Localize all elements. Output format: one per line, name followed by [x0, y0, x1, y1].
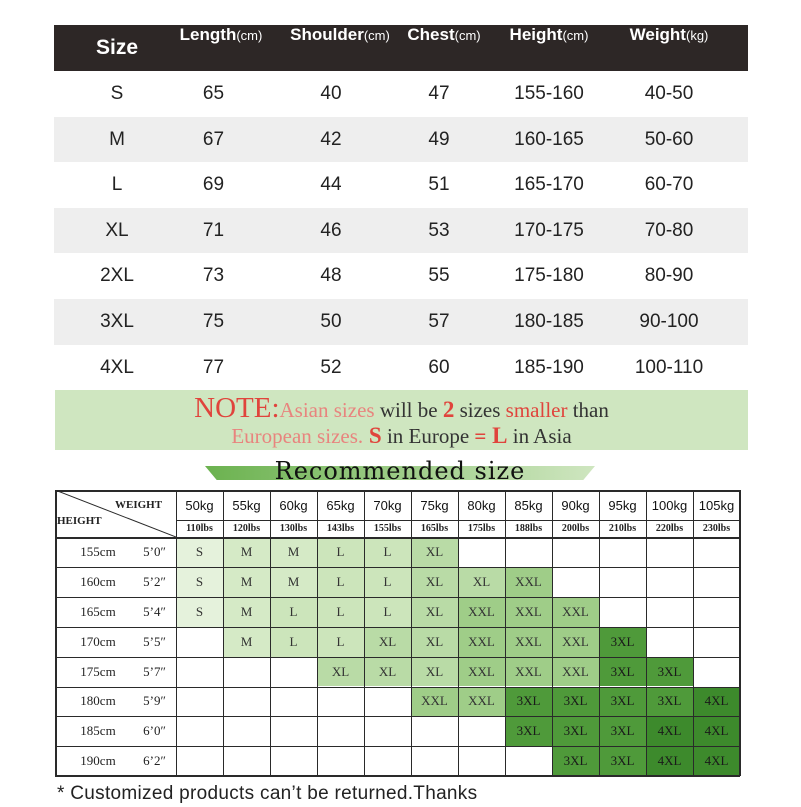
- size-recommendation-cell: [223, 687, 270, 717]
- size-cell-length: 77: [202, 356, 225, 378]
- grid-line-col: [458, 490, 459, 776]
- grid-line-row: [55, 567, 740, 568]
- size-recommendation-cell: [364, 687, 411, 717]
- weight-lbs-header: 130lbs: [279, 523, 308, 534]
- size-recommendation-cell: [176, 687, 223, 717]
- weight-kg-header: 65kg: [326, 497, 355, 513]
- size-cell-height: 175-180: [514, 265, 584, 287]
- size-recommendation-cell: [411, 716, 458, 746]
- grid-line-col: [364, 490, 365, 776]
- size-recommendation-cell: S: [176, 567, 223, 597]
- size-recommendation-cell: [458, 716, 505, 746]
- size-recommendation-cell: XXL: [458, 687, 505, 717]
- size-recommendation-cell: L: [317, 597, 364, 627]
- header-height: Height (cm): [509, 25, 589, 44]
- size-recommendation-cell: 3XL: [505, 716, 552, 746]
- size-recommendation-cell: 4XL: [646, 746, 693, 776]
- size-cell-weight: 50-60: [644, 128, 694, 150]
- size-recommendation-cell: L: [317, 627, 364, 657]
- size-recommendation-cell: [176, 627, 223, 657]
- size-recommendation-cell: M: [270, 567, 317, 597]
- size-row: [54, 253, 748, 299]
- height-ft-label: 5’0″: [143, 543, 166, 559]
- size-recommendation-cell: XXL: [505, 567, 552, 597]
- grid-line-row: [55, 597, 740, 598]
- size-recommendation-cell: XXL: [458, 627, 505, 657]
- size-cell-size: 2XL: [100, 265, 134, 287]
- size-recommendation-cell: L: [364, 537, 411, 567]
- size-recommendation-cell: [552, 567, 599, 597]
- weight-lbs-header: 200lbs: [561, 523, 590, 534]
- height-cm-label: 175cm: [80, 663, 116, 679]
- size-cell-shoulder: 52: [320, 356, 342, 378]
- size-recommendation-cell: [317, 746, 364, 776]
- size-recommendation-cell: 4XL: [646, 716, 693, 746]
- size-cell-size: 3XL: [100, 310, 134, 332]
- size-recommendation-cell: XL: [458, 567, 505, 597]
- size-recommendation-cell: 4XL: [693, 716, 740, 746]
- size-recommendation-cell: [317, 716, 364, 746]
- size-cell-chest: 49: [428, 128, 450, 150]
- weight-lbs-header: 110lbs: [186, 523, 213, 534]
- note-line-2: European sizes. S in Europe = L in Asia: [231, 423, 572, 448]
- size-recommendation-cell: 3XL: [646, 657, 693, 687]
- size-recommendation-cell: [458, 537, 505, 567]
- size-cell-length: 67: [202, 128, 225, 150]
- size-recommendation-cell: XXL: [458, 597, 505, 627]
- height-ft-label: 5’2″: [143, 573, 166, 589]
- size-recommendation-cell: 3XL: [599, 716, 646, 746]
- size-recommendation-cell: XXL: [552, 657, 599, 687]
- weight-lbs-header: 220lbs: [655, 523, 684, 534]
- size-recommendation-cell: 3XL: [552, 716, 599, 746]
- size-recommendation-cell: [646, 597, 693, 627]
- size-cell-shoulder: 48: [320, 265, 342, 287]
- size-cell-size: S: [110, 83, 124, 104]
- footer-disclaimer: * Customized products can’t be returned.Thanks: [57, 783, 478, 804]
- size-recommendation-cell: XL: [411, 537, 458, 567]
- size-recommendation-cell: [411, 746, 458, 776]
- size-recommendation-cell: XXL: [552, 627, 599, 657]
- size-recommendation-cell: [176, 746, 223, 776]
- size-chart-body: [54, 71, 748, 390]
- size-recommendation-cell: [693, 567, 740, 597]
- size-cell-chest: 60: [428, 356, 450, 378]
- size-recommendation-cell: [317, 687, 364, 717]
- size-recommendation-cell: XL: [364, 627, 411, 657]
- size-recommendation-cell: [364, 746, 411, 776]
- grid-line-col: [223, 490, 224, 776]
- size-recommendation-cell: XL: [411, 597, 458, 627]
- weight-lbs-header: 188lbs: [514, 523, 543, 534]
- weight-kg-header: 95kg: [608, 497, 637, 513]
- header-weight: Weight (kg): [629, 25, 709, 44]
- height-ft-label: 6’0″: [143, 723, 166, 739]
- weight-kg-header: 80kg: [467, 497, 496, 513]
- size-recommendation-cell: L: [270, 627, 317, 657]
- size-cell-height: 170-175: [514, 219, 584, 241]
- size-cell-chest: 57: [428, 310, 450, 332]
- size-recommendation-cell: 3XL: [552, 687, 599, 717]
- size-recommendation-cell: [552, 537, 599, 567]
- size-recommendation-cell: XXL: [411, 687, 458, 717]
- height-ft-label: 5’5″: [143, 633, 166, 649]
- size-recommendation-cell: [599, 597, 646, 627]
- grid-line-row: [55, 687, 740, 688]
- size-recommendation-cell: [599, 567, 646, 597]
- size-cell-shoulder: 40: [320, 83, 342, 104]
- weight-kg-header: 85kg: [514, 497, 543, 513]
- size-cell-size: M: [109, 128, 125, 150]
- weight-kg-header: 100kg: [651, 497, 688, 513]
- size-recommendation-cell: [270, 687, 317, 717]
- grid-line-col: [505, 490, 506, 776]
- height-cm-label: 180cm: [80, 693, 116, 709]
- size-recommendation-cell: M: [270, 537, 317, 567]
- size-cell-size: L: [111, 174, 123, 196]
- size-cell-height: 180-185: [514, 310, 584, 332]
- size-recommendation-cell: [693, 537, 740, 567]
- size-recommendation-cell: S: [176, 597, 223, 627]
- weight-lbs-header: 143lbs: [326, 523, 355, 534]
- header-chest: Chest (cm): [407, 25, 481, 44]
- size-recommendation-cell: 3XL: [599, 687, 646, 717]
- size-cell-chest: 47: [428, 83, 450, 104]
- size-recommendation-cell: [364, 716, 411, 746]
- grid-border-left: [55, 490, 57, 776]
- header-size: Size: [95, 36, 139, 59]
- size-row: [54, 71, 748, 117]
- size-cell-shoulder: 42: [320, 128, 342, 150]
- grid-line-row: [55, 746, 740, 747]
- size-recommendation-cell: 3XL: [599, 657, 646, 687]
- size-cell-length: 73: [202, 265, 225, 287]
- grid-line-row: [55, 657, 740, 658]
- size-recommendation-cell: [646, 567, 693, 597]
- recommended-size-grid: [55, 490, 746, 780]
- header-shoulder: Shoulder (cm): [290, 25, 390, 44]
- size-recommendation-cell: [223, 657, 270, 687]
- size-recommendation-cell: [505, 537, 552, 567]
- weight-lbs-header: 230lbs: [702, 523, 731, 534]
- height-cm-label: 155cm: [80, 543, 116, 559]
- weight-lbs-header: 175lbs: [467, 523, 496, 534]
- weight-lbs-header: 120lbs: [232, 523, 261, 534]
- size-recommendation-cell: XL: [411, 657, 458, 687]
- weight-kg-header: 70kg: [373, 497, 402, 513]
- corner-height-label: HEIGHT: [57, 515, 102, 527]
- size-recommendation-cell: XL: [411, 567, 458, 597]
- size-recommendation-cell: 4XL: [693, 687, 740, 717]
- size-recommendation-cell: [646, 537, 693, 567]
- height-cm-label: 170cm: [80, 633, 116, 649]
- corner-weight-label: WEIGHT: [115, 499, 163, 511]
- size-cell-size: 4XL: [100, 356, 134, 378]
- size-recommendation-cell: [270, 716, 317, 746]
- size-recommendation-cell: XL: [364, 657, 411, 687]
- size-recommendation-cell: XXL: [505, 627, 552, 657]
- size-recommendation-cell: XXL: [505, 657, 552, 687]
- grid-line-col: [176, 490, 177, 776]
- size-cell-shoulder: 46: [320, 219, 342, 241]
- size-cell-length: 65: [202, 83, 225, 104]
- size-recommendation-cell: [176, 716, 223, 746]
- size-recommendation-cell: [223, 746, 270, 776]
- grid-line-col: [599, 490, 600, 776]
- weight-lbs-header: 210lbs: [608, 523, 637, 534]
- grid-line-col: [317, 490, 318, 776]
- weight-lbs-header: 155lbs: [373, 523, 402, 534]
- grid-line-row: [55, 627, 740, 628]
- size-recommendation-cell: XXL: [505, 597, 552, 627]
- size-recommendation-cell: M: [223, 567, 270, 597]
- size-recommendation-cell: 3XL: [599, 746, 646, 776]
- size-cell-height: 165-170: [514, 174, 584, 196]
- size-cell-weight: 60-70: [644, 174, 694, 196]
- height-ft-label: 6’2″: [143, 753, 166, 769]
- size-cell-weight: 80-90: [644, 265, 694, 287]
- size-recommendation-cell: [693, 597, 740, 627]
- size-recommendation-cell: XL: [411, 627, 458, 657]
- weight-kg-header: 105kg: [698, 497, 735, 513]
- weight-kg-header: 60kg: [279, 497, 308, 513]
- size-recommendation-cell: [176, 657, 223, 687]
- size-chart-header: [54, 25, 748, 71]
- size-recommendation-cell: [270, 657, 317, 687]
- size-cell-weight: 70-80: [644, 219, 694, 241]
- size-recommendation-cell: L: [364, 567, 411, 597]
- header-length: Length (cm): [179, 25, 263, 44]
- size-recommendation-cell: [505, 746, 552, 776]
- size-recommendation-cell: [270, 746, 317, 776]
- size-recommendation-cell: L: [317, 537, 364, 567]
- size-recommendation-cell: 4XL: [693, 746, 740, 776]
- size-note: [55, 390, 748, 450]
- recommended-title: Recommended size: [274, 457, 526, 485]
- grid-border-right: [739, 490, 741, 776]
- size-cell-weight: 90-100: [639, 310, 699, 332]
- size-cell-chest: 53: [428, 219, 450, 241]
- corner-diagonal: [55, 490, 176, 537]
- size-recommendation-cell: [458, 746, 505, 776]
- height-cm-label: 190cm: [80, 753, 116, 769]
- size-recommendation-cell: [223, 716, 270, 746]
- size-recommendation-cell: [599, 537, 646, 567]
- size-chart-table: [54, 25, 748, 390]
- weight-kg-header: 75kg: [420, 497, 449, 513]
- size-cell-length: 71: [202, 219, 225, 241]
- weight-kg-header: 55kg: [232, 497, 261, 513]
- size-recommendation-cell: M: [223, 537, 270, 567]
- grid-border-bottom: [55, 775, 740, 777]
- height-ft-label: 5’4″: [143, 603, 166, 619]
- grid-line-col: [411, 490, 412, 776]
- size-recommendation-cell: L: [270, 597, 317, 627]
- size-recommendation-cell: 3XL: [505, 687, 552, 717]
- grid-line-col: [270, 490, 271, 776]
- size-recommendation-cell: [693, 627, 740, 657]
- grid-line-col: [552, 490, 553, 776]
- size-cell-height: 185-190: [514, 356, 584, 378]
- size-cell-shoulder: 50: [320, 310, 342, 332]
- size-recommendation-cell: M: [223, 627, 270, 657]
- height-cm-label: 165cm: [80, 603, 116, 619]
- weight-kg-header: 50kg: [185, 497, 214, 513]
- height-ft-label: 5’7″: [143, 663, 166, 679]
- grid-line-col: [646, 490, 647, 776]
- size-cell-weight: 100-110: [634, 356, 704, 378]
- grid-line-header-bottom: [55, 537, 740, 539]
- weight-lbs-header: 165lbs: [420, 523, 449, 534]
- size-recommendation-cell: 3XL: [599, 627, 646, 657]
- size-cell-height: 160-165: [514, 128, 584, 150]
- grid-line-col: [693, 490, 694, 776]
- weight-kg-header: 90kg: [561, 497, 590, 513]
- height-cm-label: 185cm: [80, 723, 116, 739]
- size-recommendation-cell: 3XL: [646, 687, 693, 717]
- size-recommendation-cell: L: [317, 567, 364, 597]
- note-line-1: NOTE:Asian sizes will be 2 sizes smaller than: [194, 392, 609, 424]
- size-cell-weight: 40-50: [644, 83, 694, 104]
- size-cell-chest: 55: [428, 265, 450, 287]
- size-recommendation-cell: XL: [317, 657, 364, 687]
- size-row: [54, 208, 748, 254]
- size-cell-size: XL: [105, 219, 129, 241]
- size-cell-chest: 51: [428, 174, 450, 196]
- size-row: [54, 345, 748, 391]
- size-recommendation-cell: [693, 657, 740, 687]
- size-recommendation-cell: 3XL: [552, 746, 599, 776]
- size-recommendation-cell: XXL: [458, 657, 505, 687]
- size-recommendation-cell: [646, 627, 693, 657]
- size-cell-length: 69: [202, 174, 225, 196]
- size-recommendation-cell: M: [223, 597, 270, 627]
- size-cell-length: 75: [202, 310, 225, 332]
- size-recommendation-cell: XXL: [552, 597, 599, 627]
- grid-line-row: [55, 716, 740, 717]
- grid-border-top: [55, 490, 740, 492]
- size-row: [54, 117, 748, 163]
- size-cell-shoulder: 44: [320, 174, 342, 196]
- size-cell-height: 155-160: [514, 83, 584, 104]
- height-cm-label: 160cm: [80, 573, 116, 589]
- size-row: [54, 162, 748, 208]
- size-recommendation-cell: S: [176, 537, 223, 567]
- size-row: [54, 299, 748, 345]
- height-ft-label: 5’9″: [143, 693, 166, 709]
- size-recommendation-cell: L: [364, 597, 411, 627]
